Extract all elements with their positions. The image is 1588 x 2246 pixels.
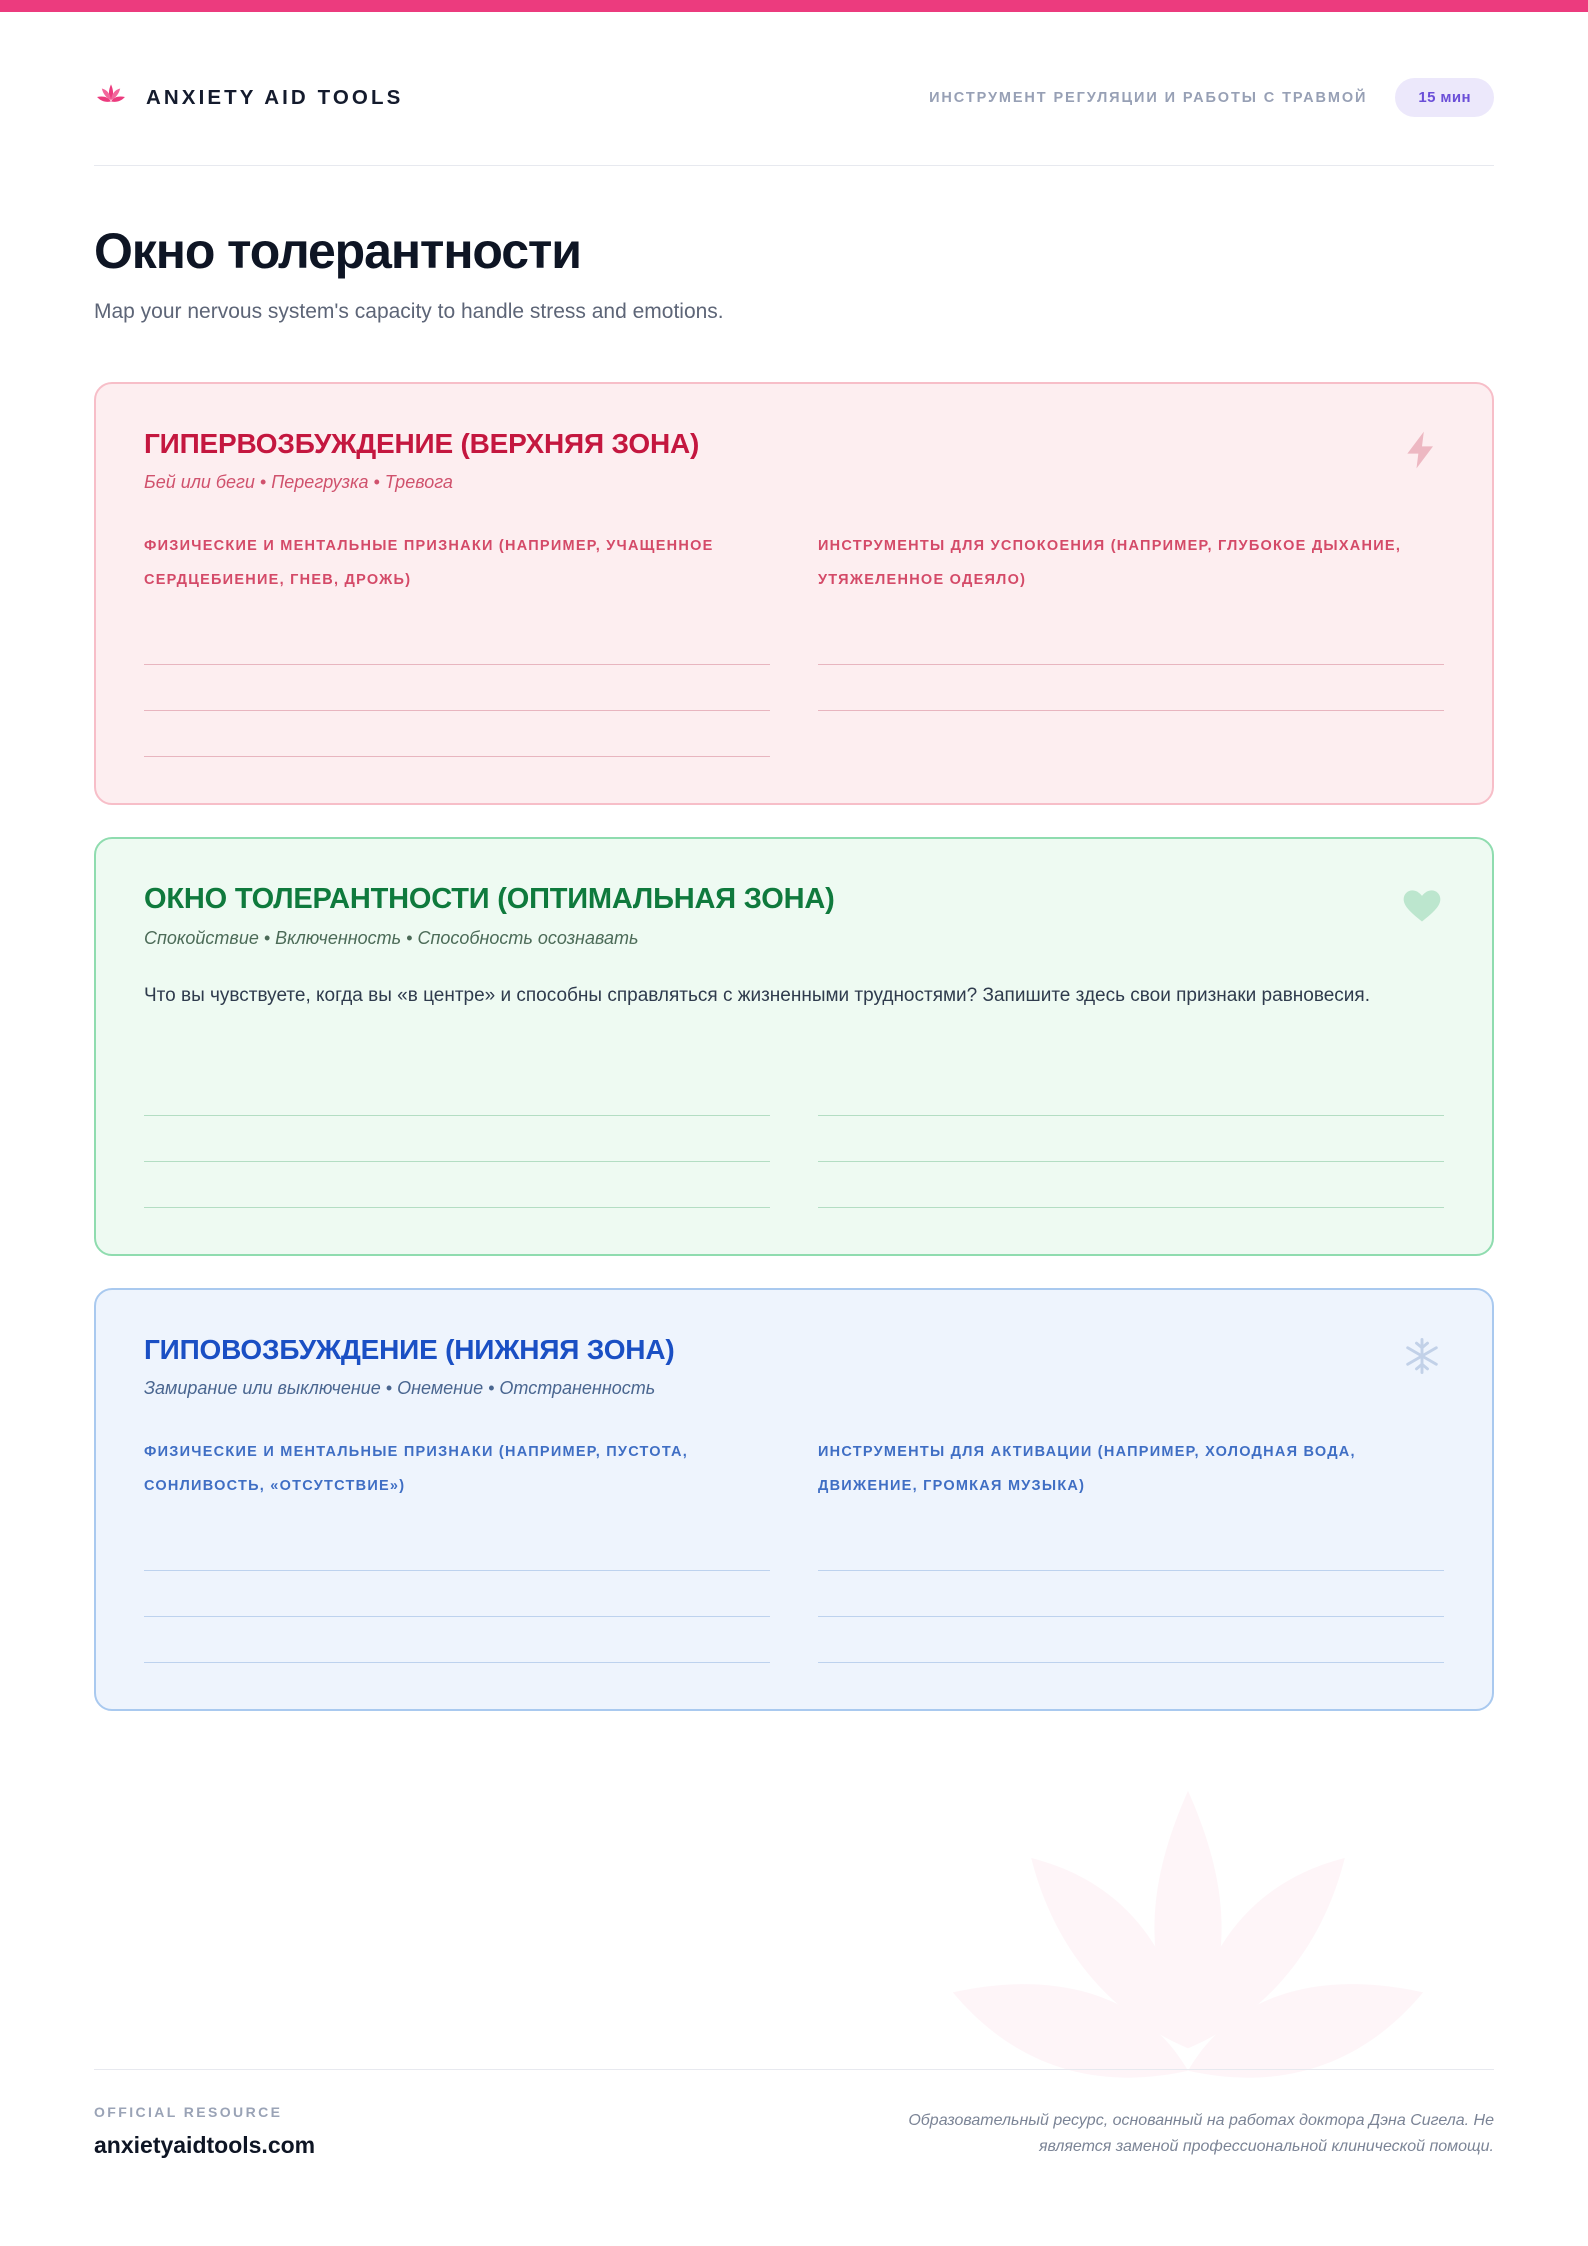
zone-prompt: Что вы чувствуете, когда вы «в центре» и способны справляться с жизненными трудностями? Запишите здесь свои признаки равновесия. xyxy=(144,985,1370,1007)
zone-header xyxy=(144,883,1444,949)
zone-columns xyxy=(144,1048,1444,1208)
header-right xyxy=(929,78,1494,117)
write-line[interactable] xyxy=(144,711,770,757)
zone-header xyxy=(144,1334,1444,1399)
write-line[interactable] xyxy=(818,1162,1444,1208)
page-subtitle: Map your nervous system's capacity to handle stress and emotions. xyxy=(94,300,724,323)
zone-window-of-tolerance xyxy=(94,837,1494,1255)
write-line[interactable] xyxy=(818,1525,1444,1571)
footer-disclaimer: Образовательный ресурс, основанный на работах доктора Дэна Сигела. Не является заменой профессиональной клинической помощи. xyxy=(908,2112,1494,2156)
column-left xyxy=(144,1048,770,1208)
lotus-watermark-icon xyxy=(908,1746,1468,2246)
lightning-bolt-icon xyxy=(1400,428,1444,472)
footer-site-url[interactable]: anxietyaidtools.com xyxy=(94,2132,316,2159)
page-header xyxy=(94,0,1494,166)
write-line[interactable] xyxy=(144,1162,770,1208)
zones-list xyxy=(94,382,1494,1711)
footer-left xyxy=(94,2104,315,2159)
column-signs xyxy=(144,1435,770,1663)
brand xyxy=(94,81,403,115)
page-title: Окно толерантности xyxy=(94,223,581,279)
time-badge: 15 мин xyxy=(1395,78,1494,117)
column-right xyxy=(818,1048,1444,1208)
write-line[interactable] xyxy=(144,1070,770,1116)
write-line[interactable] xyxy=(144,1116,770,1162)
zone-title: ГИПЕРВОЗБУЖДЕНИЕ (ВЕРХНЯЯ ЗОНА) xyxy=(144,428,700,459)
write-lines[interactable] xyxy=(818,1525,1444,1663)
write-lines[interactable] xyxy=(818,619,1444,711)
write-lines[interactable] xyxy=(144,619,770,757)
zone-subtitle: Замирание или выключение • Онемение • Отстраненность xyxy=(144,1377,656,1398)
column-label: ИНСТРУМЕНТЫ ДЛЯ УСПОКОЕНИЯ (НАПРИМЕР, ГЛУБОКОЕ ДЫХАНИЕ, УТЯЖЕЛЕННОЕ ОДЕЯЛО) xyxy=(818,538,1402,589)
write-line[interactable] xyxy=(818,619,1444,665)
zone-title: ГИПОВОЗБУЖДЕНИЕ (НИЖНЯЯ ЗОНА) xyxy=(144,1333,675,1365)
write-line[interactable] xyxy=(818,1116,1444,1162)
zone-columns xyxy=(144,529,1444,757)
write-lines[interactable] xyxy=(818,1070,1444,1208)
write-line[interactable] xyxy=(818,1070,1444,1116)
zone-header xyxy=(144,428,1444,493)
write-line[interactable] xyxy=(144,1571,770,1617)
brand-name: ANXIETY AID TOOLS xyxy=(146,85,404,109)
zone-subtitle: Бей или беги • Перегрузка • Тревога xyxy=(144,472,453,492)
write-lines[interactable] xyxy=(144,1070,770,1208)
zone-title: ОКНО ТОЛЕРАНТНОСТИ (ОПТИМАЛЬНАЯ ЗОНА) xyxy=(144,883,835,916)
write-line[interactable] xyxy=(144,619,770,665)
column-tools xyxy=(818,1435,1444,1663)
title-block xyxy=(94,166,1494,324)
snowflake-icon xyxy=(1400,1334,1444,1378)
column-label: ИНСТРУМЕНТЫ ДЛЯ АКТИВАЦИИ (НАПРИМЕР, ХОЛОДНАЯ ВОДА, ДВИЖЕНИЕ, ГРОМКАЯ МУЗЫКА) xyxy=(818,1443,1356,1494)
zone-columns xyxy=(144,1435,1444,1663)
write-line[interactable] xyxy=(818,665,1444,711)
write-lines[interactable] xyxy=(144,1525,770,1663)
zone-hypoarousal xyxy=(94,1288,1494,1711)
footer-label: OFFICIAL RESOURCE xyxy=(94,2104,283,2121)
write-line[interactable] xyxy=(144,665,770,711)
column-tools xyxy=(818,529,1444,757)
write-line[interactable] xyxy=(818,1571,1444,1617)
lotus-icon xyxy=(94,81,128,115)
column-label: ФИЗИЧЕСКИЕ И МЕНТАЛЬНЫЕ ПРИЗНАКИ (НАПРИМЕР, УЧАЩЕННОЕ СЕРДЦЕБИЕНИЕ, ГНЕВ, ДРОЖЬ) xyxy=(144,538,714,589)
zone-hyperarousal xyxy=(94,382,1494,805)
column-signs xyxy=(144,529,770,757)
write-line[interactable] xyxy=(818,1617,1444,1663)
heart-icon xyxy=(1400,883,1444,927)
write-line[interactable] xyxy=(144,1617,770,1663)
header-tagline: ИНСТРУМЕНТ РЕГУЛЯЦИИ И РАБОТЫ С ТРАВМОЙ xyxy=(929,89,1368,106)
zone-subtitle: Спокойствие • Включенность • Способность осознавать xyxy=(144,928,639,949)
page-footer xyxy=(94,2069,1494,2160)
write-line[interactable] xyxy=(144,1525,770,1571)
column-label: ФИЗИЧЕСКИЕ И МЕНТАЛЬНЫЕ ПРИЗНАКИ (НАПРИМЕР, ПУСТОТА, СОНЛИВОСТЬ, «ОТСУТСТВИЕ») xyxy=(144,1443,689,1494)
